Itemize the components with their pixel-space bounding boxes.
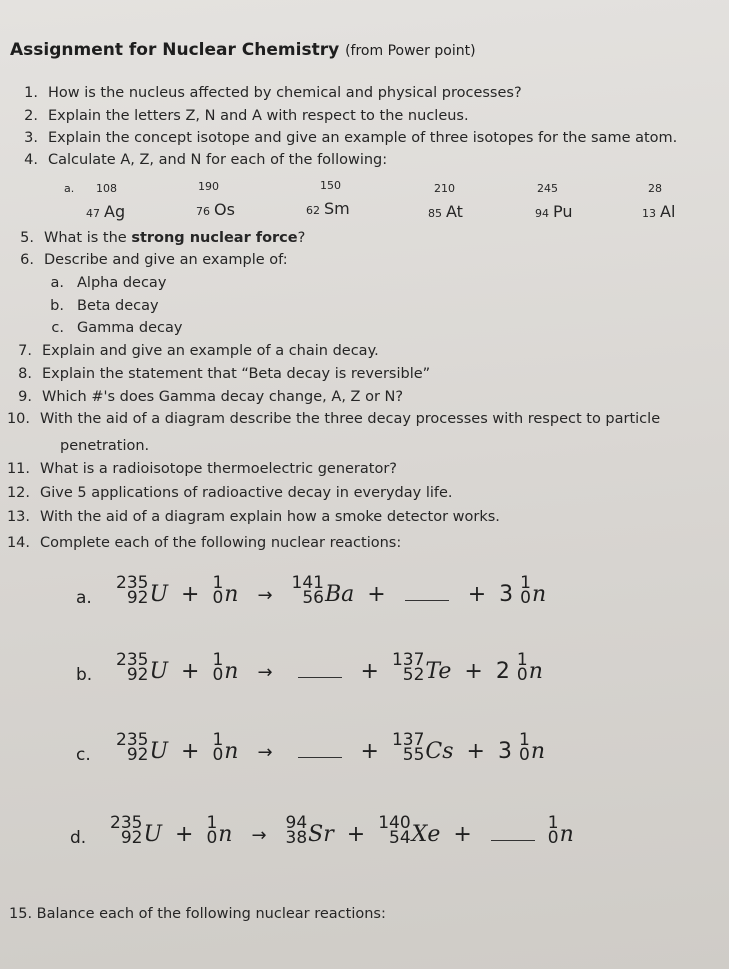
reaction-b: b. 235 92 U + 1 0 n → + 137 52 Te + 2 1 0 n <box>76 650 543 685</box>
neutron-nuclide: 1 0 n <box>520 573 547 608</box>
question-5: 5. What is the strong nuclear force? <box>20 230 306 246</box>
reaction-arrow: → <box>257 742 273 763</box>
uranium-235-nuclide: 235 92 U <box>116 650 168 685</box>
q4-label: a. <box>64 182 75 195</box>
question-10: 10. With the aid of a diagram describe the three decay processes with respect to particle <box>6 411 661 427</box>
answer-blank[interactable] <box>298 743 342 758</box>
barium-141-nuclide: 141 56 Ba <box>291 573 355 608</box>
uranium-235-nuclide: 235 92 U <box>116 730 168 765</box>
xenon-140-nuclide: 140 54 Xe <box>378 813 441 848</box>
neutron-nuclide: 1 0 n <box>206 813 233 848</box>
reaction-a: a. 235 92 U + 1 0 n → 141 56 Ba + + 3 1 0 n <box>76 573 547 608</box>
reaction-arrow: → <box>257 662 273 683</box>
question-15: 15. Balance each of the following nuclear reactions: <box>9 906 386 922</box>
cesium-137-nuclide: 137 55 Cs <box>391 730 454 765</box>
q6-item-gamma: c. Gamma decay <box>51 320 183 336</box>
answer-blank[interactable] <box>491 826 535 841</box>
uranium-235-nuclide: 235 92 U <box>116 573 168 608</box>
strontium-94-nuclide: 94 38 Sr <box>285 813 334 848</box>
reaction-arrow: → <box>257 585 273 606</box>
question-11: 11. What is a radioisotope thermoelectric generator? <box>6 461 397 477</box>
answer-blank[interactable] <box>298 663 342 678</box>
title-main: Assignment for Nuclear Chemistry <box>10 40 340 60</box>
neutron-nuclide: 1 0 n <box>516 650 543 685</box>
question-13: 13. With the aid of a diagram explain how a smoke detector works. <box>6 509 500 525</box>
question-10-continued: penetration. <box>60 438 150 454</box>
reaction-d: d. 235 92 U + 1 0 n → 94 38 Sr + 140 54 Xe + 1 0 n <box>70 813 574 848</box>
q6-item-beta: b. Beta decay <box>50 298 159 314</box>
question-6: 6. Describe and give an example of: <box>20 252 288 268</box>
neutron-nuclide: 1 0 n <box>212 730 239 765</box>
question-8: 8. Explain the statement that “Beta decay is reversible” <box>18 366 431 382</box>
question-3: 3. Explain the concept isotope and give an example of three isotopes for the same atom. <box>24 130 678 146</box>
q6-item-alpha: a. Alpha decay <box>50 275 167 291</box>
reaction-c: c. 235 92 U + 1 0 n → + 137 55 Cs + 3 1 0 n <box>76 730 545 765</box>
tellurium-137-nuclide: 137 52 Te <box>391 650 452 685</box>
question-1: 1. How is the nucleus affected by chemical and physical processes? <box>24 85 522 101</box>
answer-blank[interactable] <box>405 586 449 601</box>
title-subtitle: (from Power point) <box>345 43 476 59</box>
worksheet-page: Assignment for Nuclear Chemistry (from Power point) 1. How is the nucleus affected by chemical and physical processes? 2. Explain the letters Z, N and A with respect to the nucleus. 3. Explain the concept isotope and give an example of three isotopes for the same atom. 4. Calculate A, Z, and N for each of the following: a. 108 47 Ag 190 76 Os 150 62 Sm 210 85 At 245 94 Pu 28 13 Al 5. What is the strong nuclear force? 6. Describe and give an example of: a. Alpha decay b. Beta decay c. Gamma decay 7. Explain and give an example of a chain decay. 8. Explain the statement that “Beta decay is reversible” 9. Which #'s does Gamma decay change, A, Z or N? 10. With the aid of a diagram describe the three decay processes with respect to particle penetration. 11. What is a radioisotope thermoelectric generator? 12. Give 5 applications of radioactive decay in everyday life. 13. With the aid of a diagram explain how a smoke detector works. 14. Complete each of the following nuclear reactions: a. 235 92 U + 1 0 n → 141 56 Ba + + 3 1 0 n b. 235 92 U + 1 0 n → + 137 52 Te + 2 1 0 n c. 235 92 U + 1 0 n → + 137 55 Cs + 3 1 0 n d. 235 92 U + 1 0 n → 94 38 Sr + 140 54 Xe + 1 0 n 15. Balance each of the following nuclear reactions: <box>0 0 729 969</box>
question-9: 9. Which #'s does Gamma decay change, A, Z or N? <box>18 389 404 405</box>
neutron-nuclide: 1 0 n <box>212 573 239 608</box>
neutron-nuclide: 1 0 n <box>212 650 239 685</box>
question-4: 4. Calculate A, Z, and N for each of the following: <box>24 152 388 168</box>
page-title <box>10 40 476 60</box>
neutron-nuclide: 1 0 n <box>547 813 574 848</box>
question-12: 12. Give 5 applications of radioactive decay in everyday life. <box>6 485 453 501</box>
uranium-235-nuclide: 235 92 U <box>110 813 162 848</box>
neutron-nuclide: 1 0 n <box>518 730 545 765</box>
question-2: 2. Explain the letters Z, N and A with respect to the nucleus. <box>24 108 469 124</box>
question-14: 14. Complete each of the following nuclear reactions: <box>6 535 402 551</box>
question-7: 7. Explain and give an example of a chain decay. <box>18 343 379 359</box>
reaction-arrow: → <box>251 825 267 846</box>
